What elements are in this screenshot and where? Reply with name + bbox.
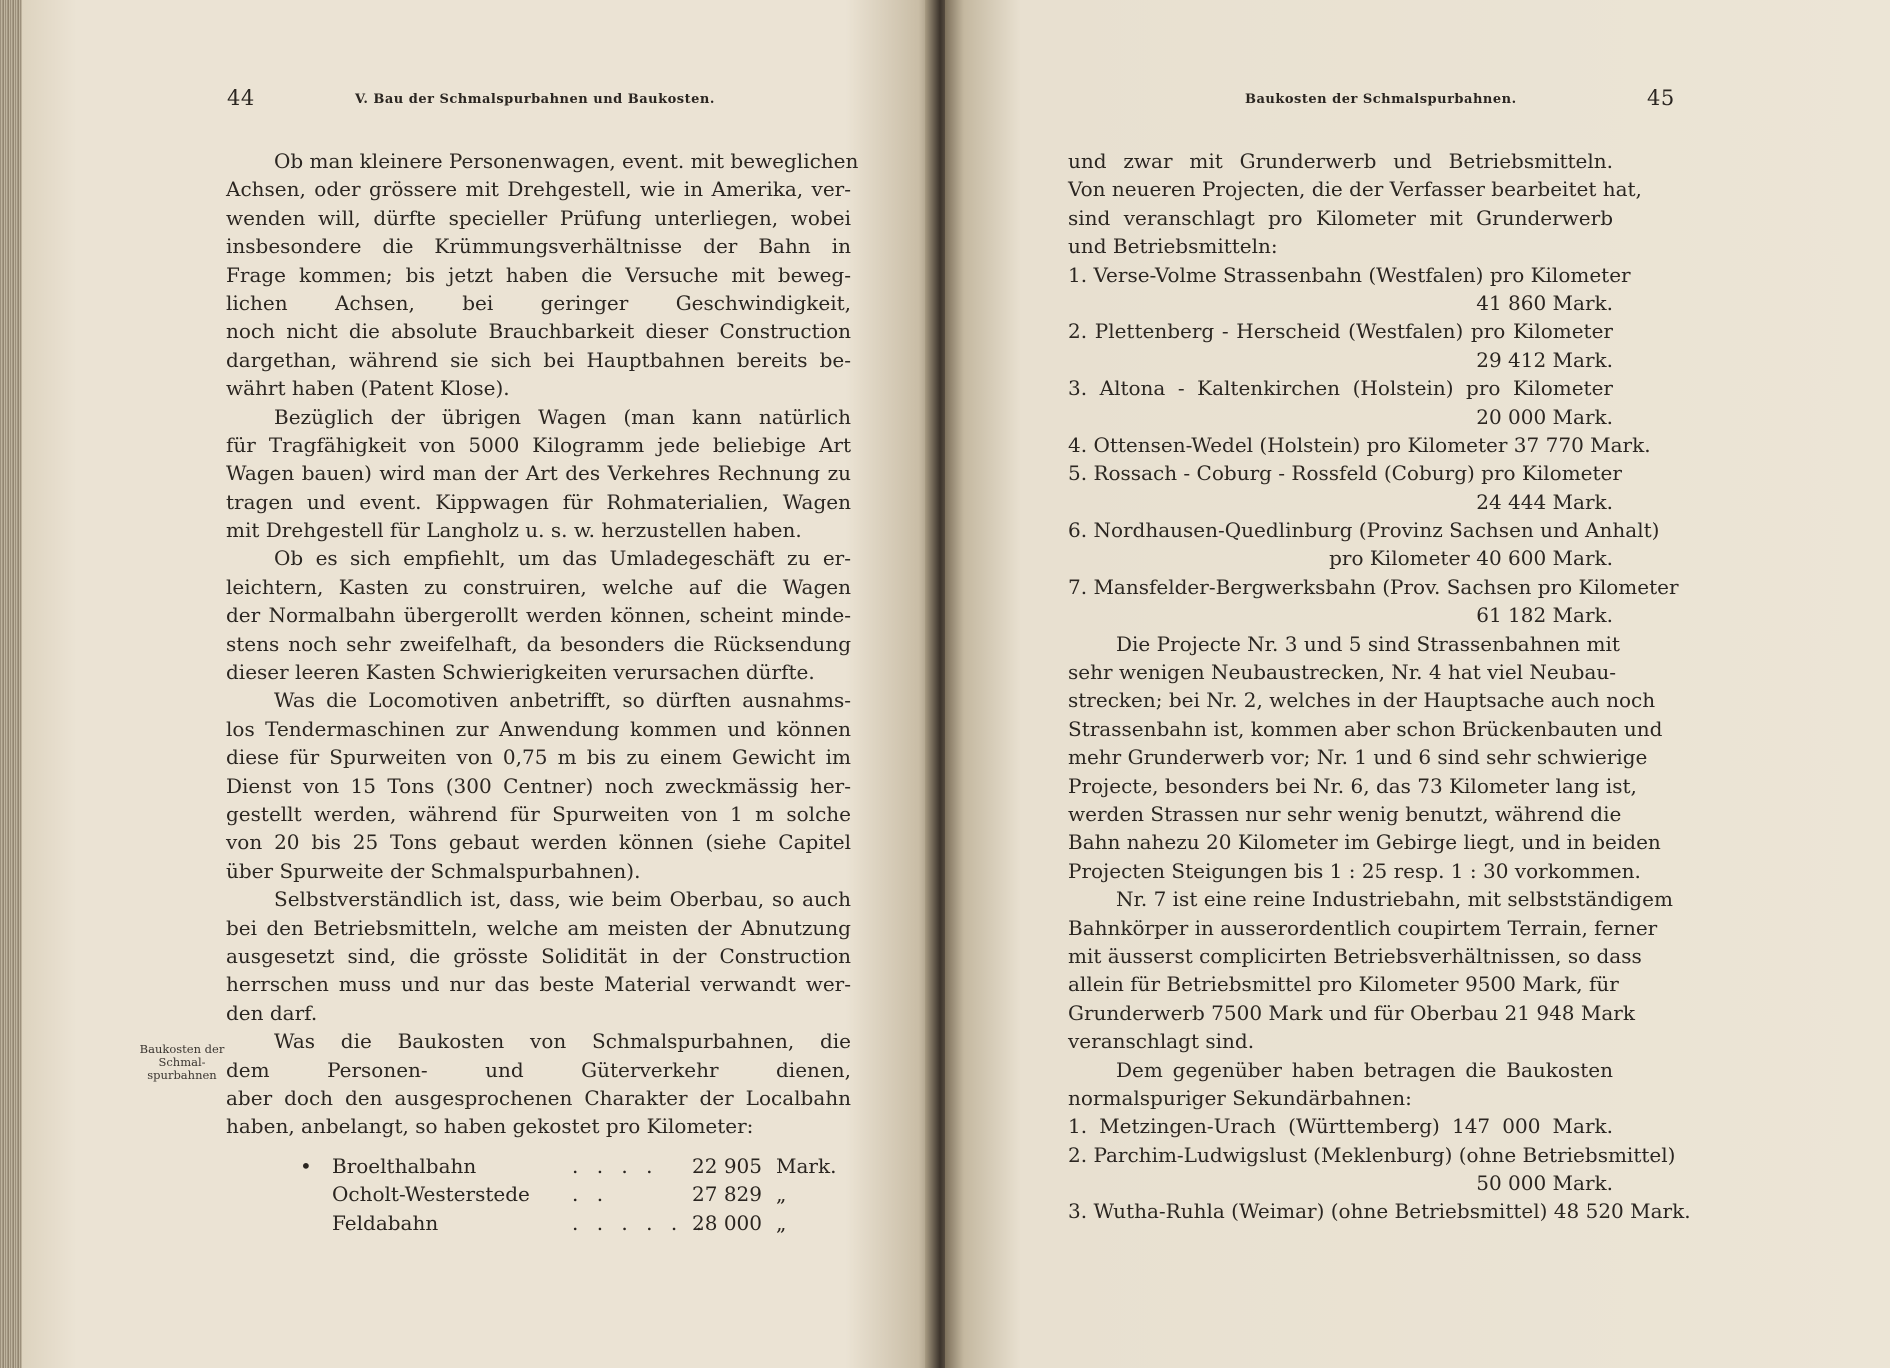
secondary-cost: 50 000 Mark. bbox=[1476, 1171, 1613, 1196]
text-line: noch nicht die absolute Brauchbarkeit dieser Construction bbox=[226, 319, 851, 344]
left-page bbox=[22, 0, 937, 1368]
right-page bbox=[945, 0, 1890, 1368]
cost-bullet: • bbox=[300, 1154, 312, 1178]
cost-unit: „ bbox=[776, 1182, 787, 1207]
project-cost: 61 182 Mark. bbox=[1476, 603, 1613, 628]
text-line: diese für Spurweiten von 0,75 m bis zu einem Gewicht im bbox=[226, 745, 851, 770]
text-line: aber doch den ausgesprochenen Charakter der Localbahn bbox=[226, 1085, 851, 1110]
cost-table bbox=[300, 1152, 846, 1237]
text-line: stens noch sehr zweifelhaft, da besonders die Rücksendung bbox=[226, 631, 851, 656]
cost-value: 22 905 bbox=[692, 1154, 762, 1178]
text-line: Dem gegenüber haben betragen die Baukosten bbox=[1116, 1057, 1613, 1082]
text-line: der Normalbahn übergerollt werden können, scheint minde- bbox=[226, 603, 851, 628]
text-line: wenden will, dürfte specieller Prüfung unterliegen, wobei bbox=[226, 205, 851, 230]
page-stack-edge bbox=[0, 0, 22, 1368]
cost-unit: Mark. bbox=[776, 1154, 837, 1178]
project-line: 5. Rossach - Coburg - Rossfeld (Coburg) pro Kilometer bbox=[1068, 461, 1622, 486]
right-body-text bbox=[1068, 147, 1691, 1226]
text-line: über Spurweite der Schmalspurbahnen). bbox=[226, 858, 641, 883]
text-line: normalspuriger Sekundärbahnen: bbox=[1068, 1085, 1412, 1110]
cost-bullet bbox=[300, 1209, 332, 1237]
text-line: dieser leeren Kasten Schwierigkeiten verursachen dürfte. bbox=[226, 660, 815, 685]
text-line: lichen Achsen, bei geringer Geschwindigkeit, bbox=[226, 290, 851, 315]
project-line: 4. Ottensen-Wedel (Holstein) pro Kilometer 37 770 Mark. bbox=[1068, 432, 1651, 457]
project-cost: 20 000 Mark. bbox=[1476, 404, 1613, 429]
text-line: gestellt werden, während für Spurweiten von 1 m solche bbox=[226, 801, 851, 826]
text-line: mit Drehgestell für Langholz u. s. w. herzustellen haben. bbox=[226, 518, 802, 543]
text-line: Projecte, besonders bei Nr. 6, das 73 Kilometer lang ist, bbox=[1068, 773, 1637, 798]
text-line: veranschlagt sind. bbox=[1068, 1029, 1255, 1054]
text-line: Frage kommen; bis jetzt haben die Versuche mit beweg- bbox=[226, 262, 851, 287]
left-page-number: 44 bbox=[227, 86, 255, 110]
text-line: Projecten Steigungen bis 1 : 25 resp. 1 : 30 vorkommen. bbox=[1068, 858, 1641, 883]
text-line: allein für Betriebsmittel pro Kilometer 9500 Mark, für bbox=[1068, 972, 1619, 997]
text-line: bei den Betriebsmitteln, welche am meisten der Abnutzung bbox=[226, 915, 851, 940]
project-cost: 24 444 Mark. bbox=[1476, 489, 1613, 514]
text-line: Bezüglich der übrigen Wagen (man kann natürlich bbox=[274, 404, 851, 429]
margin-note: Baukosten der Schmal-spurbahnen bbox=[139, 1042, 225, 1082]
text-line: und zwar mit Grunderwerb und Betriebsmitteln. bbox=[1068, 149, 1613, 173]
text-line: sind veranschlagt pro Kilometer mit Grunderwerb bbox=[1068, 205, 1613, 230]
text-line: los Tendermaschinen zur Anwendung kommen und können bbox=[226, 716, 851, 741]
text-line: ausgesetzt sind, die grösste Solidität in der Construction bbox=[226, 943, 851, 968]
text-line: Was die Locomotiven anbetrifft, so dürften ausnahms- bbox=[274, 688, 851, 713]
project-line: 1. Verse-Volme Strassenbahn (Westfalen) pro Kilometer bbox=[1068, 262, 1631, 287]
text-line: werden Strassen nur sehr wenig benutzt, während die bbox=[1068, 801, 1622, 826]
right-page-number: 45 bbox=[1647, 86, 1675, 110]
left-body-text bbox=[226, 147, 859, 1141]
project-line: 3. Altona - Kaltenkirchen (Holstein) pro Kilometer bbox=[1068, 376, 1613, 401]
text-line: Von neueren Projecten, die der Verfasser bearbeitet hat, bbox=[1068, 177, 1642, 202]
text-line: Dienst von 15 Tons (300 Centner) noch zweckmässig her- bbox=[226, 773, 851, 798]
cost-row bbox=[300, 1209, 846, 1237]
cost-name: Ocholt-Westerstede bbox=[332, 1182, 530, 1207]
secondary-line: 3. Wutha-Ruhla (Weimar) (ohne Betriebsmittel) 48 520 Mark. bbox=[1068, 1199, 1691, 1224]
project-line: 7. Mansfelder-Bergwerksbahn (Prov. Sachsen pro Kilometer bbox=[1068, 574, 1679, 599]
text-line: dargethan, während sie sich bei Hauptbahnen bereits be- bbox=[226, 347, 851, 372]
cost-bullet bbox=[300, 1180, 332, 1208]
text-line: Bahnkörper in ausserordentlich coupirtem Terrain, ferner bbox=[1068, 915, 1658, 940]
text-line: Selbstverständlich ist, dass, wie beim Oberbau, so auch bbox=[274, 887, 851, 912]
text-line: mit äusserst complicirten Betriebsverhältnissen, so dass bbox=[1068, 943, 1642, 968]
secondary-line: 1. Metzingen-Urach (Württemberg) 147 000 Mark. bbox=[1068, 1114, 1613, 1139]
text-line: herrschen muss und nur das beste Material verwandt wer- bbox=[226, 972, 851, 997]
text-line: mehr Grunderwerb vor; Nr. 1 und 6 sind sehr schwierige bbox=[1068, 745, 1648, 770]
text-line: Bahn nahezu 20 Kilometer im Gebirge liegt, und in beiden bbox=[1068, 830, 1661, 855]
project-line: 2. Plettenberg - Herscheid (Westfalen) pro Kilometer bbox=[1068, 319, 1613, 344]
project-cost: pro Kilometer 40 600 Mark. bbox=[1329, 546, 1613, 571]
cost-value: 28 000 bbox=[692, 1210, 762, 1235]
cost-name: Broelthalbahn bbox=[332, 1154, 477, 1178]
cost-unit: „ bbox=[776, 1210, 787, 1235]
project-cost: 29 412 Mark. bbox=[1476, 347, 1613, 372]
text-line: Ob es sich empfiehlt, um das Umladegeschäft zu er- bbox=[274, 546, 851, 571]
secondary-line: 2. Parchim-Ludwigslust (Meklenburg) (ohne Betriebsmittel) bbox=[1068, 1142, 1676, 1167]
right-running-head: Baukosten der Schmalspurbahnen. bbox=[1245, 92, 1517, 107]
text-line: Die Projecte Nr. 3 und 5 sind Strassenbahnen mit bbox=[1116, 631, 1620, 656]
text-line: Wagen bauen) wird man der Art des Verkehres Rechnung zu bbox=[226, 461, 851, 486]
cost-dots: . . . . bbox=[572, 1154, 659, 1178]
cost-value: 27 829 bbox=[692, 1182, 762, 1207]
text-line: den darf. bbox=[226, 1000, 318, 1025]
text-line: strecken; bei Nr. 2, welches in der Hauptsache auch noch bbox=[1068, 688, 1656, 713]
text-line: Achsen, oder grössere mit Drehgestell, wie in Amerika, ver- bbox=[226, 177, 851, 202]
text-line: Ob man kleinere Personenwagen, event. mit beweglichen bbox=[274, 149, 859, 173]
text-line: insbesondere die Krümmungsverhältnisse der Bahn in bbox=[226, 234, 851, 259]
cost-row bbox=[300, 1152, 846, 1180]
cost-name: Feldabahn bbox=[332, 1210, 439, 1235]
text-line: Nr. 7 ist eine reine Industriebahn, mit selbstständigem bbox=[1116, 887, 1673, 912]
text-line: Was die Baukosten von Schmalspurbahnen, die bbox=[274, 1029, 851, 1054]
text-line: sehr wenigen Neubaustrecken, Nr. 4 hat viel Neubau- bbox=[1068, 660, 1617, 685]
cost-dots: . . bbox=[572, 1182, 610, 1207]
project-line: 6. Nordhausen-Quedlinburg (Provinz Sachsen und Anhalt) bbox=[1068, 518, 1660, 543]
text-line: Grunderwerb 7500 Mark und für Oberbau 21 948 Mark bbox=[1068, 1000, 1635, 1025]
text-line: dem Personen- und Güterverkehr dienen, bbox=[226, 1057, 851, 1082]
text-line: von 20 bis 25 Tons gebaut werden können (siehe Capitel bbox=[226, 830, 851, 855]
text-line: für Tragfähigkeit von 5000 Kilogramm jede beliebige Art bbox=[226, 432, 851, 457]
text-line: haben, anbelangt, so haben gekostet pro Kilometer: bbox=[226, 1114, 754, 1139]
text-line: und Betriebsmitteln: bbox=[1068, 234, 1278, 259]
text-line: tragen und event. Kippwagen für Rohmaterialien, Wagen bbox=[226, 489, 851, 514]
text-line: leichtern, Kasten zu construiren, welche auf die Wagen bbox=[226, 574, 851, 599]
text-line: währt haben (Patent Klose). bbox=[226, 376, 510, 401]
cost-dots: . . . . . . bbox=[572, 1210, 708, 1235]
text-line: Strassenbahn ist, kommen aber schon Brückenbauten und bbox=[1068, 716, 1663, 741]
cost-row bbox=[300, 1180, 846, 1208]
left-running-head: V. Bau der Schmalspurbahnen und Baukosten. bbox=[355, 92, 715, 107]
project-cost: 41 860 Mark. bbox=[1476, 290, 1613, 315]
